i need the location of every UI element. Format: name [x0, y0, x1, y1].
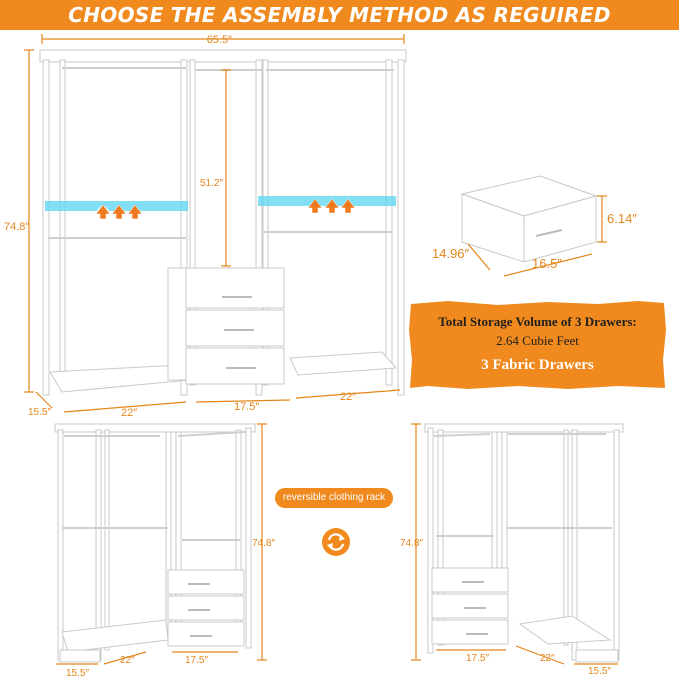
dim-main-depth: 15.5″ — [28, 407, 52, 418]
corner-rack-right — [425, 424, 623, 662]
banner-title: CHOOSE THE ASSEMBLY METHOD AS REGUIRED — [68, 3, 611, 27]
fabric-drawers-label: 3 Fabric Drawers — [481, 357, 594, 373]
dim-drawer-height: 6.14″ — [607, 211, 637, 226]
dim-main-width: 65.5″ — [206, 34, 232, 46]
dim-drawer-depth: 14.96″ — [432, 246, 470, 261]
dim-corner-right-height: 74.8″ — [400, 538, 424, 549]
dim-middle-section: 17.5″ — [234, 401, 260, 413]
dim-corner-left-side: 22″ — [120, 655, 135, 666]
dim-corner-right-depth: 15.5″ — [588, 666, 612, 677]
single-drawer-illustration — [462, 176, 596, 262]
storage-info-panel — [408, 300, 667, 390]
corner-rack-left — [55, 424, 255, 662]
swap-arrows-icon — [321, 527, 351, 557]
dim-corner-right-side: 22″ — [540, 653, 555, 664]
dim-corner-left-height: 74.8″ — [252, 538, 276, 549]
dim-corner-left-front: 17.5″ — [185, 655, 209, 666]
dim-corner-left-depth: 15.5″ — [66, 668, 90, 677]
storage-volume-label: Total Storage Volume of 3 Drawers: — [438, 314, 637, 329]
lift-arrows-left-icon — [96, 205, 142, 219]
dim-hanging-height: 51.2″ — [200, 178, 224, 189]
dim-corner-right-front: 17.5″ — [466, 653, 490, 664]
dim-left-section: 22″ — [121, 407, 138, 419]
right-led-bar — [258, 196, 396, 206]
dim-right-section: 22″ — [340, 391, 357, 403]
reversible-label: reversible clothing rack — [275, 488, 393, 508]
lift-arrows-right-icon — [308, 199, 355, 213]
storage-volume-value: 2.64 Cubie Feet — [496, 333, 579, 348]
main-rack — [40, 50, 406, 395]
dim-main-height: 74.8″ — [4, 221, 30, 233]
dim-drawer-width: 16.5″ — [532, 256, 562, 271]
